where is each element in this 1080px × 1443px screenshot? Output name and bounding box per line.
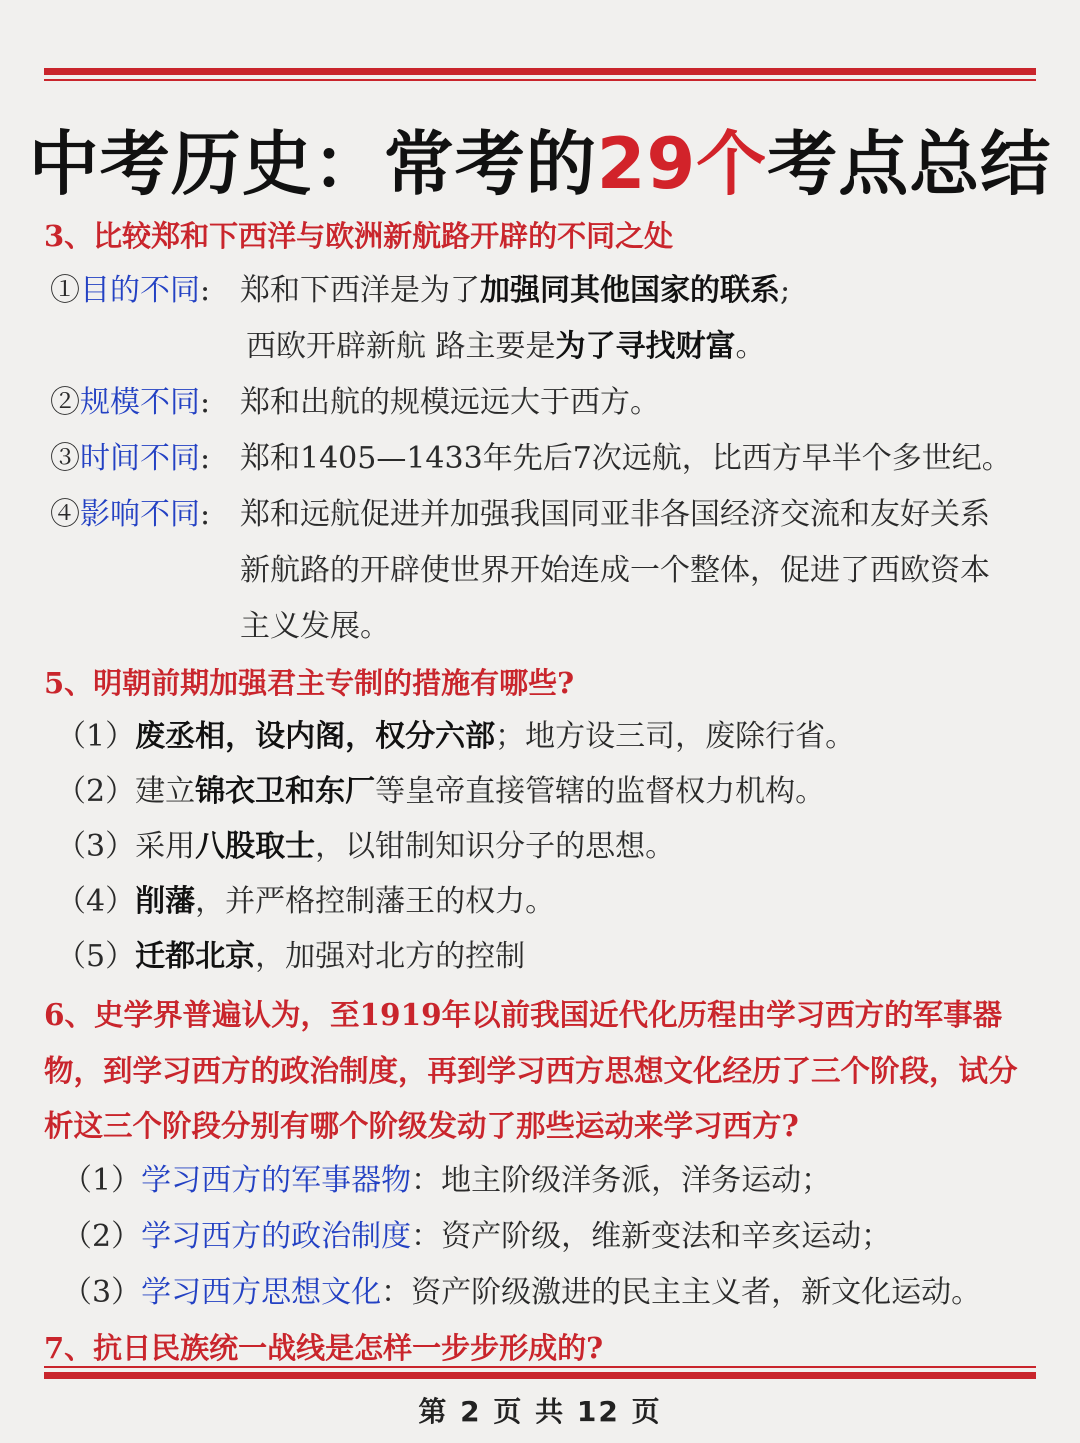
q3-item-impact-text-3: 主义发展。 — [240, 609, 390, 644]
q6-item-3: （3）学习西方思想文化：资产阶级激进的民主主义者，新文化运动。 — [62, 1275, 982, 1310]
q3-item-purpose-text-2: 西欧开辟新航 路主要是为了寻找财富。 — [246, 329, 766, 364]
q5-item-3: （3）采用八股取士，以钳制知识分子的思想。 — [56, 829, 676, 864]
q6-item-1: （1）学习西方的军事器物：地主阶级洋务派，洋务运动； — [62, 1163, 832, 1198]
q3-item-purpose-text-1: 郑和下西洋是为了加强同其他国家的联系; — [240, 273, 791, 308]
q5-item-2: （2）建立锦衣卫和东厂等皇帝直接管辖的监督权力机构。 — [56, 774, 826, 809]
top-rule — [44, 68, 1036, 81]
q3-item-time: ③时间不同: — [50, 441, 211, 476]
q3-item-impact-text-2: 新航路的开辟使世界开始连成一个整体，促进了西欧资本 — [240, 553, 990, 588]
q3-item-scale: ②规模不同: — [50, 385, 211, 420]
bottom-rule — [44, 1366, 1036, 1379]
page-title: 中考历史：常考的29个考点总结 — [28, 123, 1052, 205]
question-3-heading: 3、比较郑和下西洋与欧洲新航路开辟的不同之处 — [44, 219, 674, 253]
q3-item-impact-text-1: 郑和远航促进并加强我国同亚非各国经济交流和友好关系 — [240, 497, 990, 532]
q5-item-4: （4）削藩，并严格控制藩王的权力。 — [56, 884, 556, 919]
question-5-heading: 5、明朝前期加强君主专制的措施有哪些? — [44, 666, 575, 700]
q3-item-impact: ④影响不同: — [50, 497, 211, 532]
q6-item-2: （2）学习西方的政治制度：资产阶级，维新变法和辛亥运动； — [62, 1219, 892, 1254]
q3-item-purpose: ①目的不同: — [50, 273, 211, 308]
question-6-heading: 6、史学界普遍认为，至1919年以前我国近代化历程由学习西方的军事器物，到学习西方的政治制度，再到学习西方思想文化经历了三个阶段，试分析这三个阶段分别有哪个阶级发动了那些运动来学习西方? — [44, 997, 1018, 1143]
title-highlight: 29个 — [596, 123, 768, 205]
page-number: 第 2 页 共 12 页 — [418, 1395, 662, 1428]
question-7-heading: 7、抗日民族统一战线是怎样一步步形成的? — [44, 1331, 604, 1365]
q3-item-time-text: 郑和1405—1433年先后7次远航，比西方早半个多世纪。 — [240, 441, 1012, 476]
q5-item-1: （1）废丞相，设内阁，权分六部；地方设三司，废除行省。 — [56, 719, 856, 754]
q5-item-5: （5）迁都北京，加强对北方的控制 — [56, 939, 526, 974]
q3-item-scale-text: 郑和出航的规模远远大于西方。 — [240, 385, 660, 420]
